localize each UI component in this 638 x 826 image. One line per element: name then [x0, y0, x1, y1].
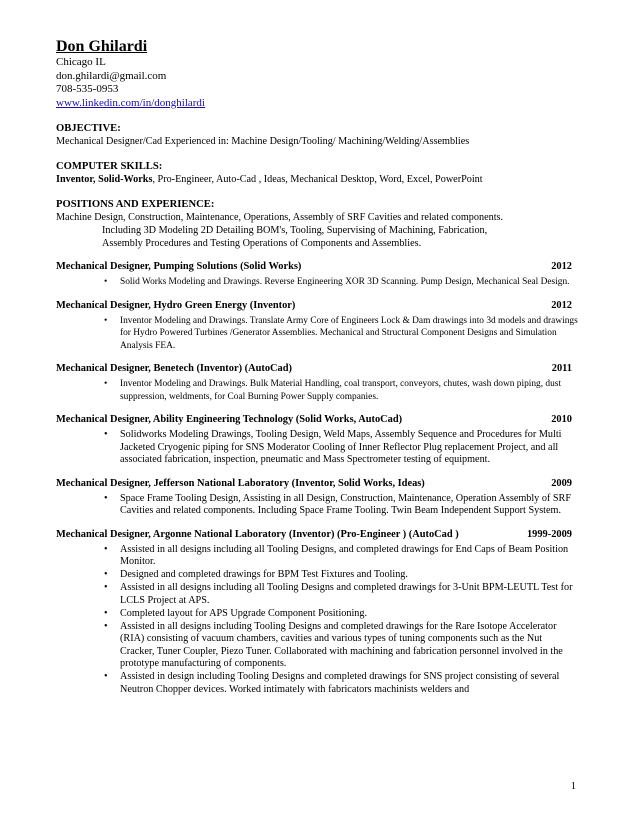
contact-location: Chicago IL — [56, 56, 106, 68]
resume-page — [56, 38, 578, 697]
job-bullet-text: Assisted in all designs including Tooling Designs and completed drawings for the Rare Isotope Accelerator (RIA) consisting of vacuum chambers, cavities and various types of tuning components such as the Nut Cracker, Tuner Coupler, Piezo Tuner. Collaborated with machining and fabrication personnel involved in the prototype manufacturing of components. — [120, 620, 563, 669]
job-header — [56, 299, 578, 312]
job-bullet-list — [56, 493, 578, 518]
bullet-icon: • — [104, 429, 108, 440]
positions-summary-line: Machine Design, Construction, Maintenance, Operations, Assembly of SRF Cavities and related components. — [56, 212, 504, 223]
contact-email: don.ghilardi@gmail.com — [56, 69, 167, 82]
skills-secondary: , Pro-Engineer, Auto-Cad , Ideas, Mechanical Desktop, Word, Excel, PowerPoint — [152, 174, 483, 185]
job-header — [56, 413, 578, 426]
job-bullet — [104, 429, 578, 467]
job-bullet-text: Solid Works Modeling and Drawings. Reverse Engineering XOR 3D Scanning. Pump Design, Mechanical Seal Design. — [120, 277, 570, 287]
job-bullet — [104, 315, 578, 353]
job-header — [56, 260, 578, 273]
job-header — [56, 528, 578, 541]
job-bullet — [104, 493, 578, 518]
job-title: Mechanical Designer, Benetech (Inventor) (AutoCad) — [56, 363, 292, 374]
job-bullet-list — [56, 276, 578, 289]
job-entry — [56, 299, 578, 353]
job-bullet — [104, 569, 578, 582]
positions-summary-line: Assembly Procedures and Testing Operations of Components and Assemblies. — [102, 238, 422, 249]
bullet-icon: • — [104, 569, 108, 580]
bullet-icon: • — [104, 671, 108, 682]
job-bullet — [104, 671, 578, 696]
bullet-icon: • — [104, 492, 108, 504]
job-bullet — [104, 582, 578, 607]
job-bullet-text: Inventor Modeling and Drawings. Bulk Material Handling, coal transport, conveyors, chutes, wash down piping, dust suppression, weldments, for Coal Burning Power Supply companies. — [120, 379, 562, 402]
job-bullet — [104, 276, 578, 289]
job-title: Mechanical Designer, Ability Engineering Technology (Solid Works, AutoCad) — [56, 414, 403, 425]
contact-phone: 708-535-0953 — [56, 83, 119, 95]
skills-heading: COMPUTER SKILLS: — [56, 161, 163, 172]
page-number: 1 — [570, 781, 576, 792]
job-entry — [56, 260, 578, 289]
job-entry — [56, 362, 578, 403]
job-year: 2009 — [551, 477, 572, 489]
bullet-icon: • — [104, 543, 108, 555]
job-entry — [56, 528, 578, 697]
job-bullet — [104, 608, 578, 621]
job-bullet-list — [56, 429, 578, 467]
job-bullet-text: Solidworks Modeling Drawings, Tooling Design, Weld Maps, Assembly Sequence and Procedures for Multi Jacketed Cryogenic piping for SNS Moderator Cooling of Inner Reflector Plug replacement Project, and all associated fabrication, inspection, pneumatic and Mass Spectrometer testing of equipment. — [120, 429, 562, 465]
bullet-icon: • — [104, 315, 108, 326]
job-bullet-text: Completed layout for APS Upgrade Component Positioning. — [120, 607, 368, 619]
bullet-icon: • — [104, 582, 108, 593]
bullet-icon: • — [104, 607, 108, 619]
job-bullet — [104, 621, 578, 671]
candidate-name: Don Ghilardi — [56, 38, 148, 55]
job-title: Mechanical Designer, Hydro Green Energy (Inventor) — [56, 299, 296, 311]
positions-summary-line: Including 3D Modeling 2D Detailing BOM's, Tooling, Supervising of Machining, Fabrication, — [102, 225, 488, 236]
job-bullet-list — [56, 544, 578, 697]
objective-text: Mechanical Designer/Cad Experienced in: Machine Design/Tooling/ Machining/Welding/Assemblies — [56, 136, 470, 147]
job-bullet-text: Assisted in all designs including all Tooling Designs, and completed drawings for End Caps of Beam Position Monitor. — [120, 543, 569, 567]
job-bullet-text: Assisted in all designs including all Tooling Designs and completed drawings for 3-Unit BPM-LEUTL Test for LCLS Project at APS. — [120, 582, 573, 606]
job-entry — [56, 477, 578, 518]
job-year: 1999-2009 — [526, 528, 572, 540]
positions-heading: POSITIONS AND EXPERIENCE: — [56, 199, 215, 210]
skills-text — [56, 173, 578, 186]
job-bullet — [104, 544, 578, 569]
job-year: 2011 — [551, 363, 572, 374]
job-bullet-text: Designed and completed drawings for BPM Test Fixtures and Tooling. — [120, 569, 408, 580]
job-bullet — [104, 378, 578, 403]
job-year: 2012 — [551, 261, 572, 272]
job-title: Mechanical Designer, Pumping Solutions (Solid Works) — [56, 261, 302, 272]
linkedin-link[interactable]: www.linkedin.com/in/donghilardi — [56, 96, 205, 109]
skills-primary: Inventor, Solid-Works — [56, 174, 153, 185]
job-header — [56, 362, 578, 375]
job-bullet-list — [56, 315, 578, 353]
job-year: 2010 — [551, 414, 572, 425]
job-header — [56, 477, 578, 490]
bullet-icon: • — [104, 620, 108, 632]
job-bullet-list — [56, 378, 578, 403]
bullet-icon: • — [104, 277, 108, 287]
job-title: Mechanical Designer, Jefferson National Laboratory (Inventor, Solid Works, Ideas) — [56, 477, 425, 489]
job-bullet-text: Space Frame Tooling Design, Assisting in all Design, Construction, Maintenance, Operation Assembly of SRF Cavities and related components. Including Space Frame Tooling. Twin Beam Independent Support System. — [120, 492, 571, 516]
job-bullet-text: Assisted in design including Tooling Designs and completed drawings for SNS project consisting of several Neutron Chopper devices. Worked intimately with fabricators machinists welders and — [120, 671, 560, 695]
job-year: 2012 — [551, 299, 572, 311]
objective-heading: OBJECTIVE: — [56, 123, 121, 134]
job-entry — [56, 413, 578, 467]
job-title: Mechanical Designer, Argonne National Laboratory (Inventor) (Pro-Engineer ) (AutoCad ) — [56, 528, 459, 540]
bullet-icon: • — [104, 379, 108, 389]
job-bullet-text: Inventor Modeling and Drawings. Translate Army Core of Engineers Lock & Dam drawings into 3d models and drawings for Hydro Powered Turbines /Generator Assemblies. Mechanical and Structural Component Designs and Simulation Analysis FEA. — [120, 315, 578, 351]
job-list — [56, 260, 578, 696]
